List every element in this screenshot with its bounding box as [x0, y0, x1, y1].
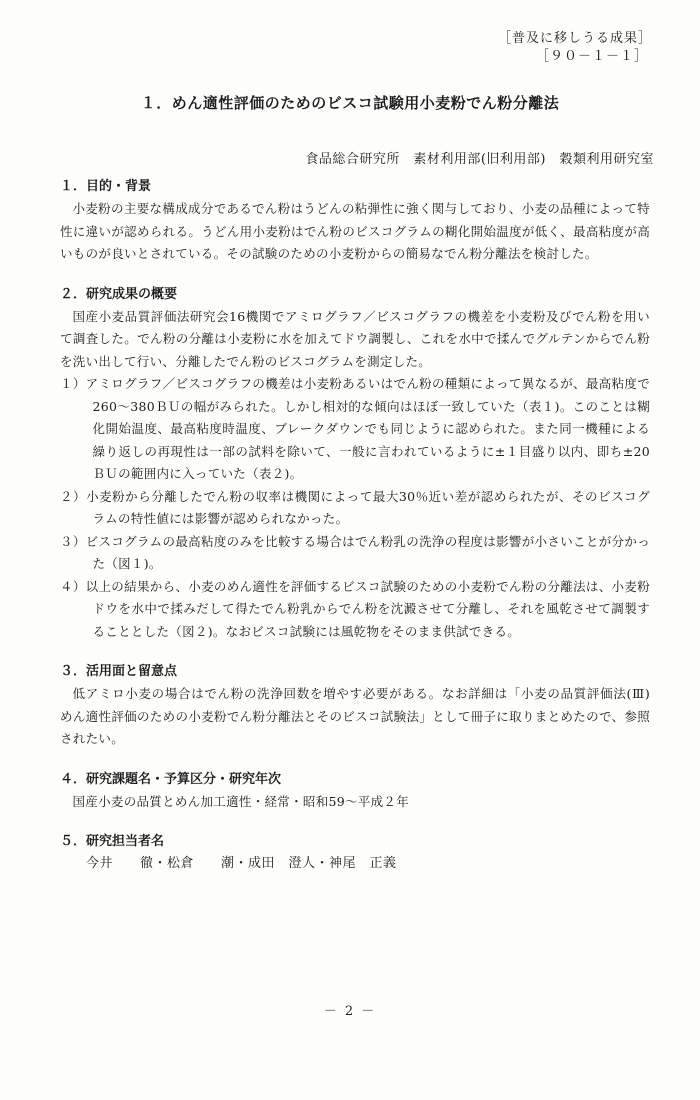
section-heading: ２．研究成果の概要 [60, 286, 178, 302]
section-heading: ５．研究担当者名 [60, 834, 165, 849]
section-researchers [60, 831, 650, 875]
section-paragraph: 国産小麦品質評価法研究会16機関でアミログラフ／ビスコグラフの機差を小麦粉及びでん粉を用いて調査した。でん粉の分離は小麦粉に水を加えてドウ調製し、これを水中で揉んでグルテンからでん粉を洗い出して行い、分離したでん粉のビスコグラムを測定した。 [60, 308, 650, 369]
result-item: ４）以上の結果から、小麦のめん適性を評価するビスコ試験のための小麦粉でん粉の分離法は、小麦粉ドウを水中で揉みだして得たでん粉乳からでん粉を沈澱させて分離し、それを風乾させて調製することとした（図２)。なおビスコ試験には風乾物をそのまま供試できる。 [60, 578, 650, 639]
section-heading: １．目的・背景 [60, 179, 152, 194]
result-item: ３）ビスコグラムの最高粘度のみを比較する場合はでん粉乳の洗浄の程度は影響が小さいことが分かった（図１)。 [60, 533, 650, 571]
section-project [60, 769, 650, 814]
report-category: ［普及に移しうる成果］ [498, 31, 653, 46]
section-heading: ４．研究課題名・予算区分・研究年次 [60, 771, 282, 787]
researcher-names: 今井 徹・松倉 潮・成田 澄人・神尾 正義 [86, 856, 397, 871]
section-paragraph: 小麦粉の主要な構成成分であるでん粉はうどんの粘弾性に強く関与しており、小麦の品種によって特性に違いが認められる。うどん用小麦粉はでん粉のビスコグラムの糊化開始温度が低く、最高粘度が高いものが良いとされている。その試験のための小麦粉からの簡易なでん粉分離法を検討した。 [60, 201, 650, 261]
report-code: ［９０－１－１］ [535, 49, 648, 64]
section-results [60, 284, 650, 644]
report-category-box [498, 30, 653, 66]
result-item: ２）小麦粉から分離したでん粉の収率は機関によって最大30％近い差が認められたが、そのビスコグラムの特性値には影響が認められなかった。 [60, 488, 650, 526]
section-heading: ３．活用面と留意点 [60, 664, 178, 679]
result-item: １）アミログラフ／ビスコグラフの機差は小麦粉あるいはでん粉の種類によって異なるが、最高粘度で260～380ＢＵの幅がみられた。しかし相対的な傾向はほぼ一致していた（表１)。このことは糊化開始温度、最高粘度時温度、ブレークダウンでも同じように認められた。また同一機種による繰り返しの再現性は一部の試料を除いて、一般に言われているように±１目盛り以内、即ち±20ＢＵの範囲内に入っていた（表２)。 [60, 376, 650, 481]
document-title: １．めん適性評価のためのビスコ試験用小麦粉でん粉分離法 [140, 94, 560, 112]
project-info: 国産小麦の品質とめん加工適性・経常・昭和59～平成２年 [72, 793, 410, 809]
section-application [60, 661, 663, 751]
document-body [60, 176, 663, 893]
section-purpose [60, 176, 650, 266]
page-number: － 2 － [323, 1004, 377, 1019]
section-paragraph: 低アミロ小麦の場合はでん粉の洗浄回数を増やす必要がある。なお詳細は「小麦の品質評価法(Ⅲ) めん適性評価のための小麦粉でん粉分離法とそのビスコ試験法」として冊子に取りまとめたので、参照されたい。 [60, 686, 663, 746]
affiliation: 食品総合研究所 素材利用部(旧利用部) 穀類利用研究室 [305, 152, 654, 167]
